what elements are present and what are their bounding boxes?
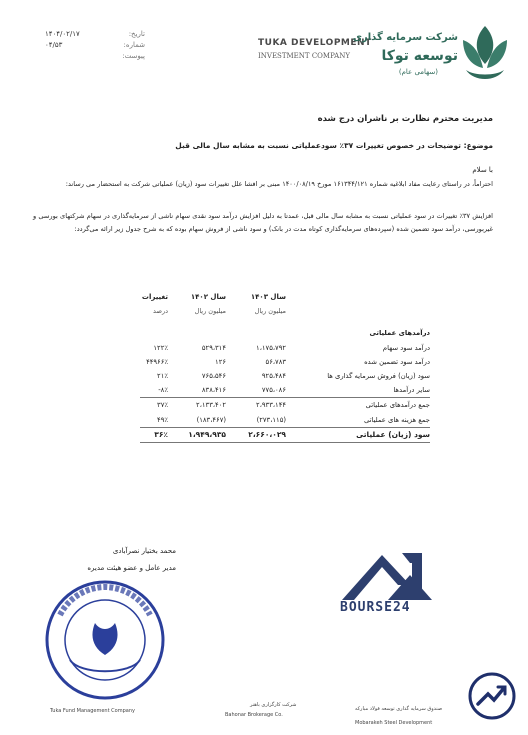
row-value-1403: ۷۷۵،۰۸۶ [261,386,286,395]
row-value-1402: ۵۲۹،۳۱۴ [201,343,226,352]
logo-english-line2: INVESTMENT COMPANY [258,52,350,60]
row-value-1402: ۷۶۵،۵۴۶ [201,371,226,380]
row-value-1402: ۱۲۶ [215,357,226,366]
signatory-title: مدیر عامل و عضو هیئت مدیره [87,564,176,572]
row-label: جمع درآمدهای عملیاتی [365,401,430,410]
row-label: درآمد سود تضمین شده [364,357,430,366]
meta-date-row [45,28,145,39]
row-value-1403: ۵۶،۷۸۳ [265,357,286,366]
row-change: ۴۴۹۶۶٪ [146,357,168,366]
header-year-1403: سال ۱۴۰۳ [250,293,286,301]
meta-attachment-label: پیوست: [122,51,145,60]
letter-paragraph-2: افزایش ۳۷٪ تغییرات در سود عملیاتی نسبت به مشابه سال مالی قبل، عمدتا به دلیل افزایش درآمد سود نقدی سهام ناشی از سرمایه‌گذاری در سهام شرکتهای بورسی و غیربورسی، درآمد سود تضمین شده (سپرده‌های سرمایه‌گذاری کوتاه مدت در بانک) و سود ناشی از فروش سهام بوده که به شرح جدول زیر ارائه می‌گردد: [33,212,493,233]
company-stamp-icon [40,575,170,705]
row-label: درآمد سود سهام [382,343,430,352]
row-value-1402: ۱،۹۴۹،۹۳۵ [188,429,226,439]
header-year-1402: سال ۱۴۰۲ [190,293,226,301]
footer-logo-mobarakeh-en: Mobarakeh Steel Development [355,720,433,726]
row-change: ۲۱٪ [157,371,168,380]
table-units-row [140,304,430,318]
logo-persian-line3: (سهامی عام) [398,68,438,76]
letter-salutation: با سلام [472,166,493,174]
row-value-1403: ۲،۶۶۰،۰۲۹ [248,429,286,439]
letter-paragraph-1: احتراماً، در راستای رعایت مفاد ابلاغیه شماره ۱۶۱۳۴۴/۱۲۱ مورخ ۱۴۰۰/۰۸/۱۹ مبنی بر افشا علل تغییرات سود (زیان) عملیاتی شرکت به استحضار می رساند: [65,180,493,188]
meta-number-row [45,39,145,50]
meta-date-label: تاریخ: [128,29,145,38]
row-value-1402: ۸۳۸،۴۱۶ [201,386,226,395]
company-logo [258,22,518,92]
footer-logo-bahonar-fa: شرکت کارگزاری باهنر [250,702,297,708]
footer-logo-bahonar-en: Bahonar Brokerage Co. [225,712,283,718]
footer-partner-logos [0,700,528,735]
row-value-1402: (۱۸۳،۴۶۷) [196,415,226,424]
footer-logo-tuka-fund: Tuka Fund Management Company [50,708,135,714]
unit-change: درصد [153,307,168,316]
letter-meta [45,28,145,61]
row-label: سایر درآمدها [393,386,430,395]
table-row-total [140,428,430,443]
leaf-logo-icon [460,24,510,86]
letter-recipient: مدیریت محترم نظارت بر ناشران درج شده [317,114,493,124]
table-row [140,383,430,398]
logo-english-line1: TUKA DEVELOPMENT [258,38,372,48]
table-row [140,413,430,428]
row-change: ۴۹٪ [157,415,168,424]
unit-year-1402: میلیون ریال [194,307,226,316]
row-value-1403: ۲،۹۳۳،۱۴۴ [256,401,286,410]
meta-date-value: ۱۴۰۴/۰۲/۱۷ [45,29,80,38]
row-change: ۳۷٪ [157,401,168,410]
row-label: سود (زیان) عملیاتی [356,429,430,439]
row-change: ۳۶٪ [154,429,168,439]
meta-number-value: ۰۴/۵۳ [45,40,63,49]
section-title: درآمدهای عملیاتی [369,329,430,338]
unit-year-1403: میلیون ریال [254,307,286,316]
table-row [140,355,430,369]
row-value-1403: ۹۲۵،۴۸۴ [261,371,286,380]
row-label: جمع هزینه های عملیاتی [363,415,430,424]
row-change: -۸٪ [158,386,168,395]
row-value-1403: ۱،۱۷۵،۷۹۲ [256,343,286,352]
logo-persian-line1: شرکت سرمایه گذاری [352,32,458,43]
row-label: سود (زیان) فروش سرمایه گذاری ها [327,371,430,380]
table-row [140,398,430,412]
row-value-1402: ۲،۱۳۳،۴۰۲ [196,401,226,410]
meta-attachment-row [45,50,145,61]
header-change: تغییرات [141,293,168,301]
bourse24-watermark-text: BOURSE24 [340,600,411,615]
table-section-title [140,326,430,340]
financial-table [140,290,430,443]
footer-logo-mobarakeh-fa: صندوق سرمایه گذاری توسعه فولاد مبارکه [355,706,443,712]
letter-subject: موضوع: توضیحات در خصوص تغییرات ۳۷٪ سودعملیاتی نسبت به مشابه سال مالی قبل [175,141,493,150]
table-header-row [140,290,430,304]
meta-number-label: شماره: [123,40,145,49]
logo-persian-line2: توسعه توکا [381,48,458,64]
row-change: ۱۲۲٪ [153,343,168,352]
signatory-name: محمد بختیار نصرآبادی [112,547,176,555]
table-row [140,369,430,383]
table-row [140,341,430,355]
row-value-1403: (۲۷۳،۱۱۵) [256,415,286,424]
